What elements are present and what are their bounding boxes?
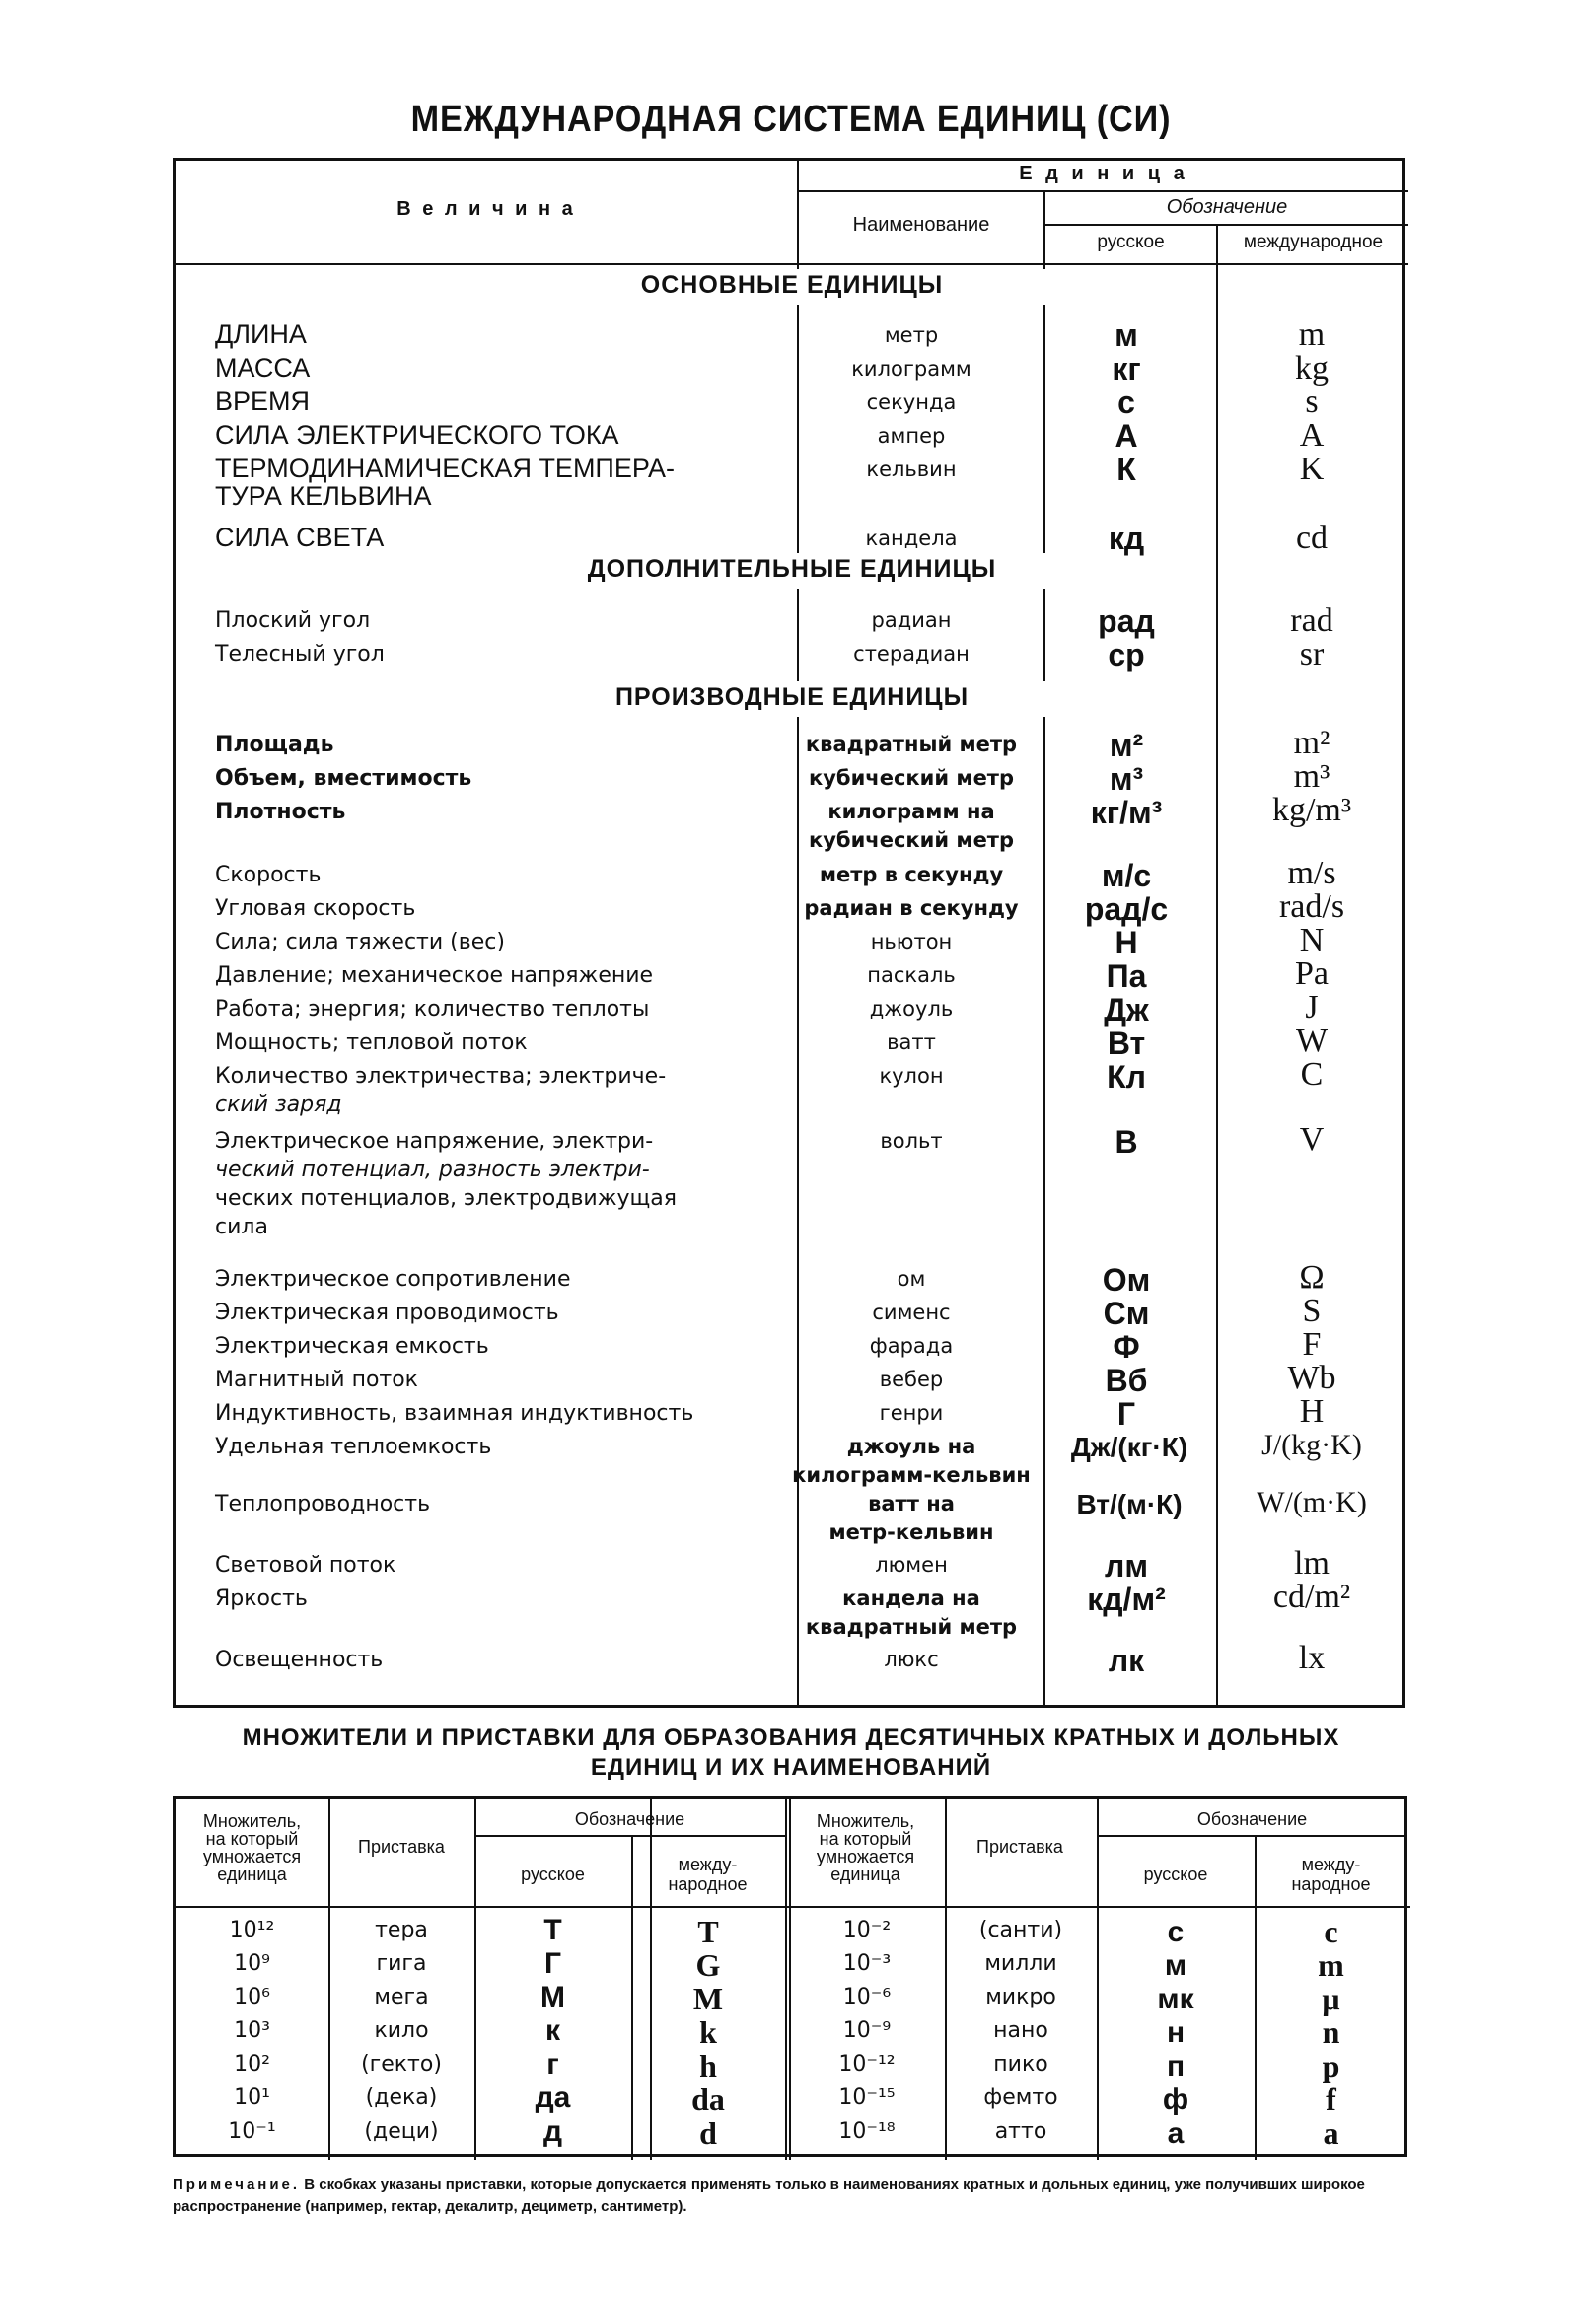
multiplier-header-line: Множитель, <box>816 1811 915 1831</box>
quantity-label: Телесный угол <box>215 642 385 667</box>
unit-name: метр в секунду <box>819 863 1004 886</box>
multiplier-header-line: единица <box>830 1865 900 1884</box>
multiplier: 10³ <box>234 2018 270 2043</box>
multiplier: 10¹ <box>234 2085 270 2110</box>
prefix-title-line1: МНОЖИТЕЛИ И ПРИСТАВКИ ДЛЯ ОБРАЗОВАНИЯ ДЕСЯТИЧНЫХ КРАТНЫХ И ДОЛЬНЫХ <box>242 1725 1340 1751</box>
multiplier-header-line: единица <box>217 1865 287 1884</box>
unit-symbol-intl: m³ <box>1293 758 1330 795</box>
prefix-header: Приставка <box>358 1837 445 1857</box>
unit-symbol-intl: W <box>1295 1022 1329 1059</box>
unit-symbol-ru: лм <box>1105 1548 1148 1584</box>
quantity-label-cont: сила <box>215 1215 268 1239</box>
prefix-symbol-ru: д <box>542 2115 563 2148</box>
prefix-symbol-intl: n <box>1322 2014 1340 2050</box>
unit-name-cont: метр-кельвин <box>828 1520 994 1544</box>
quantity-label: Индуктивность, взаимная индуктивность <box>215 1401 694 1426</box>
unit-name: люмен <box>875 1553 948 1577</box>
multiplier: 10⁻¹⁵ <box>838 2085 896 2110</box>
unit-symbol-intl: K <box>1299 451 1325 487</box>
unit-symbol-ru: м <box>1115 317 1138 353</box>
prefix-name: (санти) <box>978 1918 1063 1942</box>
unit-symbol-ru: Вб <box>1105 1363 1148 1398</box>
prefix-symbol-ru: к <box>544 2014 560 2047</box>
unit-name-cont: килограмм-кельвин <box>792 1463 1031 1487</box>
quantity-label: Магнитный поток <box>215 1368 418 1392</box>
unit-name: килограмм на <box>827 800 995 823</box>
quantity-label: Объем, вместимость <box>215 766 472 791</box>
unit-name: кандела <box>865 527 958 550</box>
prefix-symbol-intl: d <box>699 2115 717 2150</box>
multiplier: 10⁻² <box>842 1918 892 1942</box>
unit-symbol-intl: A <box>1299 417 1325 454</box>
prefix-name: гига <box>376 1951 427 1976</box>
quantity-label: Удельная теплоемкость <box>215 1435 492 1459</box>
prefix-symbol-intl: h <box>699 2048 717 2083</box>
russian-header: русское <box>1097 232 1165 252</box>
unit-symbol-ru: Вт <box>1107 1025 1146 1061</box>
unit-symbol-intl: J <box>1305 989 1319 1025</box>
unit-symbol-ru: Вт/(м·К) <box>1076 1489 1183 1519</box>
prefix-name: кило <box>374 2018 429 2043</box>
prefix-symbol-ru: п <box>1166 2050 1186 2082</box>
unit-symbol-intl: Ω <box>1299 1259 1325 1296</box>
unit-name: кандела на <box>842 1586 980 1610</box>
prefix-name: пико <box>993 2052 1048 2077</box>
unit-symbol-intl: cd <box>1295 520 1329 556</box>
prefix-symbol-intl: m <box>1318 1947 1344 1983</box>
quantity-label: Теплопроводность <box>215 1492 431 1516</box>
multiplier: 10⁻³ <box>842 1951 892 1976</box>
unit-name: ватт <box>887 1030 936 1054</box>
unit-name: кубический метр <box>808 766 1015 790</box>
quantity-label-cont: ческий потенциал, разность электри- <box>215 1158 650 1182</box>
quantity-label: Электрическое сопротивление <box>215 1267 571 1292</box>
prefix-header: Приставка <box>976 1837 1063 1857</box>
prefix-symbol-intl: f <box>1326 2081 1336 2117</box>
unit-symbol-ru: См <box>1103 1296 1150 1331</box>
unit-symbol-intl: rad <box>1290 602 1333 639</box>
unit-name: стерадиан <box>853 642 970 666</box>
prefix-table-title <box>0 1724 1582 1783</box>
unit-symbol-ru: Дж <box>1104 992 1149 1027</box>
multiplier-header-line: умножается <box>816 1847 915 1866</box>
unit-symbol-intl: lx <box>1298 1640 1326 1676</box>
quantity-label: СИЛА ЭЛЕКТРИЧЕСКОГО ТОКА <box>215 420 619 450</box>
quantity-label: Освещенность <box>215 1648 384 1672</box>
quantity-header: В е л и ч и н а <box>396 198 576 220</box>
unit-symbol-ru: рад <box>1098 603 1155 639</box>
note-text: В скобках указаны приставки, которые допускается применять только в наименованиях кратных и дольных единиц, уже получивших широкое распространение (например, гектар, декалитр, дециметр, сантиметр). <box>173 2176 1365 2215</box>
quantity-label-cont: ческих потенциалов, электродвижущая <box>215 1186 677 1211</box>
unit-symbol-ru: с <box>1117 385 1135 420</box>
prefix-symbol-intl: da <box>691 2081 725 2117</box>
unit-name: фарада <box>869 1334 954 1358</box>
unit-symbol-intl: W/(m·K) <box>1257 1486 1367 1518</box>
unit-name: ом <box>897 1267 926 1291</box>
unit-symbol-ru: м³ <box>1109 761 1144 797</box>
unit-symbol-intl: S <box>1302 1293 1322 1329</box>
unit-symbol-intl: m <box>1298 317 1326 353</box>
prefix-symbol-ru: да <box>535 2081 571 2114</box>
prefix-name: (гекто) <box>361 2052 442 2077</box>
unit-symbol-intl: N <box>1299 922 1325 958</box>
multiplier: 10² <box>234 2052 270 2077</box>
unit-symbol-intl: Pa <box>1295 955 1329 992</box>
unit-symbol-ru: м² <box>1109 728 1144 763</box>
prefix-table <box>173 1796 1407 2157</box>
quantity-label: Давление; механическое напряжение <box>215 963 654 988</box>
unit-symbol-intl: H <box>1299 1393 1325 1430</box>
unit-symbol-intl: cd/m² <box>1272 1579 1351 1615</box>
prefix-symbol-intl: T <box>697 1914 719 1949</box>
international-header: международное <box>1243 232 1384 252</box>
unit-symbol-ru: Кл <box>1107 1059 1146 1094</box>
unit-symbol-intl: kg/m³ <box>1271 792 1352 828</box>
quantity-label-cont: ский заряд <box>215 1092 342 1117</box>
unit-symbol-ru: Па <box>1106 958 1147 994</box>
quantity-label: Электрическое напряжение, электри- <box>215 1129 654 1154</box>
supplementary-units-heading: ДОПОЛНИТЕЛЬНЫЕ ЕДИНИЦЫ <box>587 555 997 583</box>
prefix-symbol-intl: k <box>699 2014 717 2050</box>
prefix-symbol-ru: ф <box>1162 2083 1189 2116</box>
unit-name: ватт на <box>868 1492 955 1515</box>
unit-name: метр <box>884 323 939 347</box>
multiplier-header-line: на который <box>819 1829 912 1849</box>
unit-symbol-ru: Ф <box>1113 1329 1140 1365</box>
quantity-label-cont: ТУРА КЕЛЬВИНА <box>215 481 432 511</box>
unit-symbol-ru: м/с <box>1101 858 1152 893</box>
unit-name: ньютон <box>870 930 953 953</box>
unit-name: кулон <box>879 1064 944 1088</box>
unit-symbol-ru: Г <box>1116 1396 1136 1432</box>
prefix-symbol-intl: c <box>1324 1914 1338 1949</box>
unit-name-cont: квадратный метр <box>805 1615 1018 1639</box>
prefix-symbol-intl: M <box>692 1981 724 2016</box>
unit-symbol-intl: s <box>1305 384 1319 420</box>
quantity-label: Мощность; тепловой поток <box>215 1030 528 1055</box>
designation-header: Обозначение <box>1196 1809 1308 1829</box>
name-header: Наименование <box>852 214 990 236</box>
quantity-label: Количество электричества; электриче- <box>215 1064 667 1089</box>
prefix-symbol-ru: Т <box>543 1914 562 1946</box>
unit-name: квадратный метр <box>805 733 1018 756</box>
quantity-label: ВРЕМЯ <box>215 387 311 416</box>
international-header-line: народное <box>1291 1874 1371 1894</box>
unit-symbol-ru: рад/с <box>1084 891 1169 927</box>
unit-symbol-intl: V <box>1299 1121 1325 1158</box>
multiplier: 10⁻¹² <box>838 2052 896 2077</box>
unit-name: генри <box>879 1401 944 1425</box>
unit-name: радиан в секунду <box>804 896 1019 920</box>
quantity-label: ДЛИНА <box>215 319 307 349</box>
unit-symbol-ru: А <box>1115 418 1138 454</box>
multiplier: 10⁹ <box>234 1951 270 1976</box>
prefix-name: тера <box>375 1918 428 1942</box>
prefix-name: милли <box>984 1951 1057 1976</box>
designation-header: Обозначение <box>1166 196 1288 218</box>
prefix-name: (деци) <box>364 2119 439 2144</box>
quantity-label: Плотность <box>215 800 346 824</box>
unit-symbol-intl: Wb <box>1287 1360 1336 1396</box>
derived-units-heading: ПРОИЗВОДНЫЕ ЕДИНИЦЫ <box>614 683 970 711</box>
multiplier: 10⁻⁶ <box>842 1985 892 2009</box>
russian-header: русское <box>1143 1865 1208 1884</box>
prefix-symbol-ru: Г <box>543 1947 561 1980</box>
unit-name: вольт <box>880 1129 943 1153</box>
prefix-name: нано <box>993 2018 1048 2043</box>
unit-name: джоуль на <box>846 1435 976 1458</box>
unit-name: люкс <box>884 1648 939 1671</box>
unit-symbol-ru: лк <box>1108 1643 1145 1678</box>
unit-name: ампер <box>877 424 946 448</box>
international-header-line: народное <box>668 1874 748 1894</box>
unit-symbol-ru: кд/м² <box>1087 1582 1166 1617</box>
unit-symbol-ru: К <box>1116 452 1136 487</box>
quantity-label: ТЕРМОДИНАМИЧЕСКАЯ ТЕМПЕРА- <box>215 454 676 483</box>
prefix-symbol-intl: μ <box>1322 1981 1340 2016</box>
designation-header: Обозначение <box>574 1809 685 1829</box>
unit-header: Е д и н и ц а <box>1019 163 1188 184</box>
unit-symbol-ru: Ом <box>1102 1262 1151 1298</box>
unit-name: секунда <box>866 390 957 414</box>
multiplier: 10⁻⁹ <box>842 2018 892 2043</box>
prefix-name: мега <box>374 1985 429 2009</box>
prefix-name: фемто <box>983 2085 1058 2110</box>
quantity-label: Угловая скорость <box>215 896 416 921</box>
international-header-line: между- <box>1301 1855 1361 1874</box>
prefix-symbol-intl: G <box>695 1947 721 1983</box>
prefix-title-line2: ЕДИНИЦ И ИХ НАИМЕНОВАНИЙ <box>590 1754 992 1781</box>
unit-name: сименс <box>872 1301 951 1324</box>
unit-name: паскаль <box>867 963 956 987</box>
unit-symbol-intl: m/s <box>1287 855 1336 891</box>
unit-name: вебер <box>879 1368 944 1391</box>
quantity-label: МАССА <box>215 353 311 383</box>
unit-symbol-ru: В <box>1115 1124 1138 1160</box>
base-units-heading: ОСНОВНЫЕ ЕДИНИЦЫ <box>640 271 944 299</box>
unit-name: джоуль <box>869 997 954 1021</box>
quantity-label: СИЛА СВЕТА <box>215 523 385 552</box>
quantity-label: Электрическая емкость <box>215 1334 489 1359</box>
prefix-symbol-ru: н <box>1166 2016 1186 2049</box>
prefix-name: микро <box>985 1985 1056 2009</box>
multiplier-header-line: Множитель, <box>202 1811 302 1831</box>
unit-symbol-ru: кд <box>1108 521 1145 556</box>
unit-symbol-intl: kg <box>1295 350 1329 387</box>
unit-name: килограмм <box>851 357 971 381</box>
prefix-symbol-intl: a <box>1323 2115 1339 2150</box>
prefix-symbol-ru: с <box>1167 1916 1185 1948</box>
footnote <box>173 2174 1415 2218</box>
unit-symbol-intl: J/(kg·K) <box>1261 1429 1362 1461</box>
prefix-symbol-ru: г <box>546 2048 559 2080</box>
russian-header: русское <box>521 1865 585 1884</box>
prefix-symbol-ru: а <box>1167 2117 1185 2149</box>
unit-name: радиан <box>871 608 952 632</box>
multiplier: 10⁶ <box>234 1985 270 2009</box>
quantity-label: Световой поток <box>215 1553 396 1578</box>
prefix-name: атто <box>994 2119 1047 2144</box>
multiplier: 10⁻¹⁸ <box>838 2119 896 2144</box>
unit-symbol-ru: кг/м³ <box>1090 795 1163 830</box>
unit-symbol-intl: C <box>1300 1056 1324 1092</box>
quantity-label: Работа; энергия; количество теплоты <box>215 997 650 1021</box>
unit-name-cont: кубический метр <box>808 828 1015 852</box>
unit-name: кельвин <box>866 458 957 481</box>
page-title: МЕЖДУНАРОДНАЯ СИСТЕМА ЕДИНИЦ (СИ) <box>410 99 1172 140</box>
quantity-label: Яркость <box>215 1586 308 1611</box>
multiplier: 10¹² <box>229 1918 275 1942</box>
international-header-line: между- <box>678 1855 738 1874</box>
unit-symbol-intl: lm <box>1294 1545 1330 1582</box>
unit-symbol-intl: rad/s <box>1278 888 1345 925</box>
multiplier-header-line: умножается <box>202 1847 302 1866</box>
unit-symbol-ru: кг <box>1112 351 1141 387</box>
unit-symbol-ru: ср <box>1108 637 1145 672</box>
multiplier-header-line: на который <box>205 1829 299 1849</box>
quantity-label: Скорость <box>215 863 322 887</box>
unit-symbol-intl: sr <box>1299 636 1325 672</box>
quantity-label: Площадь <box>215 733 334 757</box>
prefix-symbol-ru: мк <box>1157 1983 1194 2015</box>
prefix-symbol-ru: М <box>540 1981 565 2013</box>
quantity-label: Электрическая проводимость <box>215 1301 559 1325</box>
prefix-name: (дека) <box>365 2085 438 2110</box>
multiplier: 10⁻¹ <box>228 2119 276 2144</box>
unit-symbol-ru: Дж/(кг·К) <box>1070 1432 1188 1462</box>
quantity-label: Сила; сила тяжести (вес) <box>215 930 505 954</box>
quantity-label: Плоский угол <box>215 608 371 633</box>
unit-symbol-intl: F <box>1302 1326 1322 1363</box>
unit-symbol-ru: Н <box>1115 925 1138 960</box>
note-label: Примечание. <box>173 2176 301 2193</box>
si-units-table <box>173 158 1405 1708</box>
prefix-symbol-ru: м <box>1164 1949 1187 1982</box>
prefix-symbol-intl: p <box>1322 2048 1340 2083</box>
unit-symbol-intl: m² <box>1293 725 1330 761</box>
